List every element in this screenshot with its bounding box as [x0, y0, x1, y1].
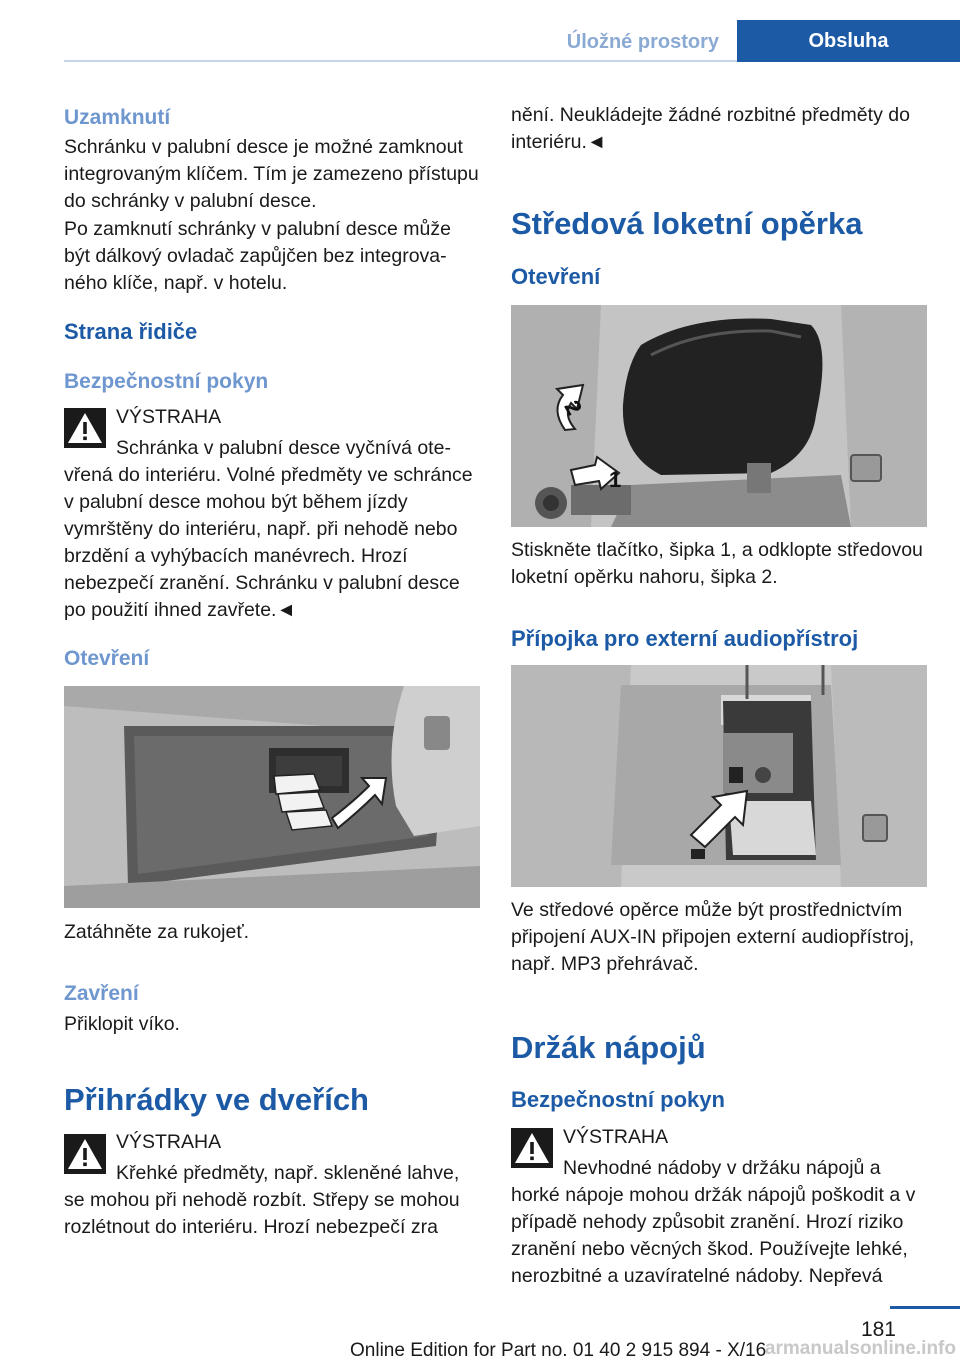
- arrow-2-label: 2: [559, 396, 588, 420]
- locking-paragraph-2: Po zamknutí schránky v palubní desce může být dálkový ovladač zapůjčen bez integrovaného klíče, např. v hotelu.: [64, 218, 451, 294]
- section-tab[interactable]: Úložné prostory: [566, 31, 719, 53]
- watermark: armanualsonline.info: [764, 1338, 956, 1359]
- chapter-tab[interactable]: Obsluha: [737, 20, 960, 62]
- opening-caption: Zatáhněte za rukojeť.: [64, 921, 250, 943]
- glovebox-opening-figure: [64, 686, 480, 908]
- continued-warning-text: nění. Neukládejte žádné rozbitné předměty do interiéru.◄: [511, 104, 910, 153]
- aux-connection-figure: [511, 665, 927, 887]
- locking-paragraph-1: Schránku v palubní desce je možné zamknout integrovaným klíčem. Tím je zamezeno přístupu do schránky v palubní desce.: [64, 136, 479, 212]
- footer-rule: [890, 1306, 960, 1309]
- edition-note: Online Edition for Part no. 01 40 2 915 894 - X/16: [350, 1340, 767, 1361]
- locking-heading: Uzamknutí: [64, 106, 171, 129]
- driver-side-heading: Strana řidiče: [64, 319, 198, 344]
- warning-2-text: Křehké předměty, např. skleněné lahve, se mohou při nehodě rozbít. Střepy se mohou rozlétnout do interiéru. Hrozí nebezpečí zra: [64, 1162, 460, 1238]
- aux-caption: Ve středové opěrce může být prostřednictvím připojení AUX-IN připojen externí audiopřístroj, např. MP3 přehrávač.: [511, 899, 915, 975]
- armrest-figure: [511, 305, 927, 527]
- safety-heading: Bezpečnostní pokyn: [64, 370, 269, 393]
- cupholder-heading: Držák nápojů: [511, 1030, 706, 1065]
- warning-3-text: Nevhodné nádoby v držáku nápojů a horké nápoje mohou držák nápojů poškodit a v případě nehody způsobit zranění. Hrozí riziko zranění nebo věcných škod. Používejte lehké, nerozbitné a uzavíratelné nádoby. Nepřevá: [511, 1157, 916, 1287]
- armrest-opening-heading: Otevření: [511, 264, 601, 289]
- page-number: 181: [860, 1318, 896, 1341]
- warning-1-title: VÝSTRAHA: [116, 406, 222, 428]
- door-compartments-heading: Přihrádky ve dveřích: [64, 1082, 369, 1117]
- warning-1-text: Schránka v palubní desce vyčnívá otevřená do interiéru. Volné předměty ve schránce v palubní desce mohou být během jízdy vymrštěny do interiéru, např. při nehodě nebo brzdění a vyhýbacích manévrech. Hrozí nebezpečí zranění. Schránku v palubní desce po použití ihned zavřete.◄: [64, 437, 473, 621]
- aux-heading: Přípojka pro externí audiopřístroj: [511, 626, 859, 651]
- cupholder-safety-heading: Bezpečnostní pokyn: [511, 1087, 725, 1112]
- warning-2-title: VÝSTRAHA: [116, 1131, 222, 1153]
- warning-3-title: VÝSTRAHA: [563, 1126, 669, 1148]
- closing-text: Přiklopit víko.: [64, 1013, 180, 1035]
- armrest-caption: Stiskněte tlačítko, šipka 1, a odklopte středovou loketní opěrku nahoru, šipka 2.: [511, 539, 923, 588]
- closing-heading: Zavření: [64, 982, 139, 1005]
- opening-heading: Otevření: [64, 647, 150, 670]
- armrest-heading: Středová loketní opěrka: [511, 206, 863, 241]
- arrow-1-label: 1: [609, 467, 622, 492]
